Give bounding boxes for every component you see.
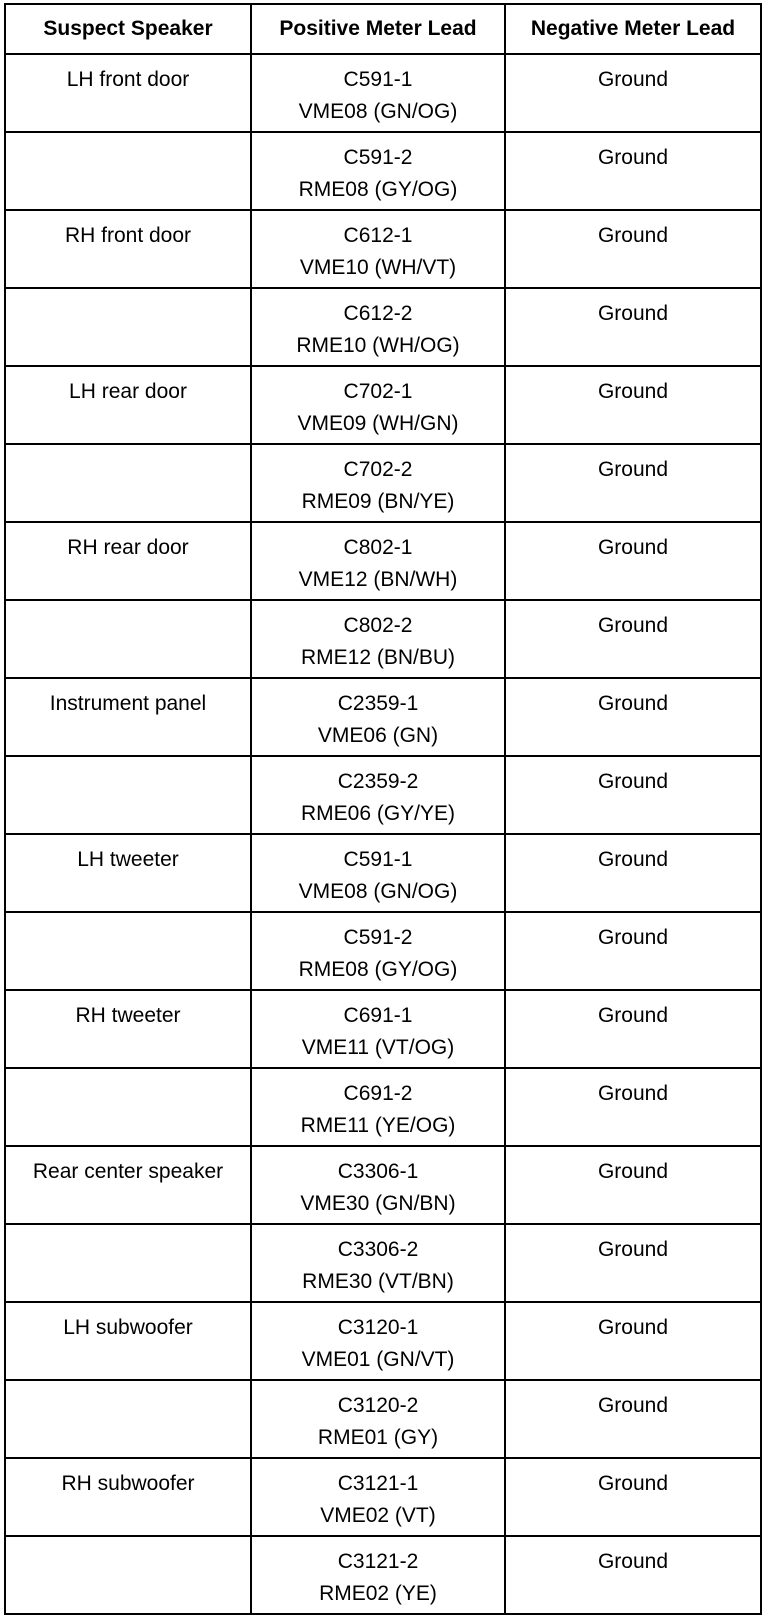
cell-suspect-speaker [5, 1068, 251, 1146]
negative-lead-value: Ground [597, 1472, 669, 1495]
cell-positive-meter-lead [251, 1146, 505, 1224]
cell-suspect-speaker [5, 210, 251, 288]
circuit-wire-color: RME08 (GY/OG) [298, 958, 458, 981]
circuit-wire-color: RME02 (YE) [319, 1582, 437, 1605]
connector-pin: C702-2 [343, 458, 413, 481]
circuit-wire-color: VME08 (GN/OG) [298, 880, 458, 903]
table-row [5, 1068, 761, 1146]
negative-lead-value: Ground [597, 926, 669, 949]
connector-pin: C2359-2 [337, 770, 419, 793]
cell-negative-meter-lead [505, 132, 761, 210]
cell-suspect-speaker [5, 600, 251, 678]
table-row [5, 1380, 761, 1458]
cell-suspect-speaker [5, 366, 251, 444]
table-row [5, 210, 761, 288]
connector-pin: C591-2 [343, 146, 413, 169]
header-negative-meter-lead: Negative Meter Lead [505, 4, 761, 54]
cell-negative-meter-lead [505, 444, 761, 522]
cell-suspect-speaker [5, 1146, 251, 1224]
cell-positive-meter-lead [251, 1536, 505, 1614]
cell-negative-meter-lead [505, 756, 761, 834]
cell-suspect-speaker [5, 522, 251, 600]
table-row [5, 288, 761, 366]
speaker-name: RH tweeter [75, 1004, 181, 1027]
cell-positive-meter-lead [251, 54, 505, 132]
table-row [5, 1224, 761, 1302]
table-row [5, 756, 761, 834]
cell-suspect-speaker [5, 444, 251, 522]
speaker-name: LH rear door [69, 380, 187, 403]
speaker-name: Rear center speaker [32, 1160, 224, 1183]
negative-lead-value: Ground [597, 1160, 669, 1183]
cell-negative-meter-lead [505, 990, 761, 1068]
negative-lead-value: Ground [597, 1082, 669, 1105]
table-row [5, 54, 761, 132]
connector-pin: C3306-1 [337, 1160, 419, 1183]
cell-negative-meter-lead [505, 1302, 761, 1380]
connector-pin: C591-2 [343, 926, 413, 949]
circuit-wire-color: RME08 (GY/OG) [298, 178, 458, 201]
circuit-wire-color: VME02 (VT) [320, 1504, 436, 1527]
connector-pin: C591-1 [343, 68, 413, 91]
negative-lead-value: Ground [597, 1394, 669, 1417]
speaker-test-table [4, 3, 762, 1615]
cell-negative-meter-lead [505, 54, 761, 132]
header-row [5, 4, 761, 54]
table-row [5, 444, 761, 522]
negative-lead-value: Ground [597, 302, 669, 325]
table-row [5, 1302, 761, 1380]
cell-suspect-speaker [5, 1536, 251, 1614]
cell-negative-meter-lead [505, 1380, 761, 1458]
circuit-wire-color: VME06 (GN) [317, 724, 439, 747]
table-row [5, 912, 761, 990]
cell-negative-meter-lead [505, 1224, 761, 1302]
negative-lead-value: Ground [597, 770, 669, 793]
connector-pin: C691-2 [343, 1082, 413, 1105]
cell-negative-meter-lead [505, 912, 761, 990]
header-positive-meter-lead: Positive Meter Lead [251, 4, 505, 54]
cell-negative-meter-lead [505, 522, 761, 600]
table-row [5, 834, 761, 912]
cell-positive-meter-lead [251, 912, 505, 990]
cell-positive-meter-lead [251, 756, 505, 834]
cell-negative-meter-lead [505, 678, 761, 756]
connector-pin: C802-2 [343, 614, 413, 637]
table-row [5, 366, 761, 444]
cell-positive-meter-lead [251, 1068, 505, 1146]
cell-positive-meter-lead [251, 522, 505, 600]
table-body [5, 54, 761, 1614]
speaker-test-table-container [4, 3, 762, 1615]
connector-pin: C612-2 [343, 302, 413, 325]
negative-lead-value: Ground [597, 848, 669, 871]
connector-pin: C691-1 [343, 1004, 413, 1027]
table-row [5, 990, 761, 1068]
cell-suspect-speaker [5, 678, 251, 756]
cell-positive-meter-lead [251, 678, 505, 756]
cell-negative-meter-lead [505, 1068, 761, 1146]
negative-lead-value: Ground [597, 692, 669, 715]
speaker-name: Instrument panel [49, 692, 207, 715]
cell-negative-meter-lead [505, 366, 761, 444]
cell-negative-meter-lead [505, 1146, 761, 1224]
circuit-wire-color: RME06 (GY/YE) [300, 802, 456, 825]
negative-lead-value: Ground [597, 1004, 669, 1027]
cell-suspect-speaker [5, 54, 251, 132]
circuit-wire-color: VME09 (WH/GN) [297, 412, 459, 435]
negative-lead-value: Ground [597, 1550, 669, 1573]
circuit-wire-color: RME12 (BN/BU) [300, 646, 456, 669]
circuit-wire-color: RME09 (BN/YE) [301, 490, 455, 513]
cell-positive-meter-lead [251, 132, 505, 210]
cell-suspect-speaker [5, 1302, 251, 1380]
table-row [5, 132, 761, 210]
table-row [5, 600, 761, 678]
cell-positive-meter-lead [251, 990, 505, 1068]
negative-lead-value: Ground [597, 380, 669, 403]
cell-suspect-speaker [5, 288, 251, 366]
speaker-name: RH subwoofer [61, 1472, 195, 1495]
negative-lead-value: Ground [597, 1316, 669, 1339]
cell-positive-meter-lead [251, 288, 505, 366]
connector-pin: C3121-1 [337, 1472, 419, 1495]
connector-pin: C3120-2 [337, 1394, 419, 1417]
cell-negative-meter-lead [505, 1536, 761, 1614]
connector-pin: C2359-1 [337, 692, 419, 715]
connector-pin: C3120-1 [337, 1316, 419, 1339]
circuit-wire-color: VME30 (GN/BN) [300, 1192, 456, 1215]
cell-positive-meter-lead [251, 366, 505, 444]
connector-pin: C3121-2 [337, 1550, 419, 1573]
cell-negative-meter-lead [505, 1458, 761, 1536]
table-row [5, 678, 761, 756]
table-row [5, 522, 761, 600]
connector-pin: C3306-2 [337, 1238, 419, 1261]
cell-suspect-speaker [5, 132, 251, 210]
cell-positive-meter-lead [251, 1224, 505, 1302]
cell-positive-meter-lead [251, 210, 505, 288]
circuit-wire-color: VME11 (VT/OG) [301, 1036, 455, 1059]
cell-positive-meter-lead [251, 444, 505, 522]
speaker-name: LH tweeter [77, 848, 179, 871]
negative-lead-value: Ground [597, 1238, 669, 1261]
speaker-name: RH front door [64, 224, 192, 247]
negative-lead-value: Ground [597, 68, 669, 91]
negative-lead-value: Ground [597, 146, 669, 169]
negative-lead-value: Ground [597, 224, 669, 247]
circuit-wire-color: VME01 (GN/VT) [301, 1348, 455, 1371]
negative-lead-value: Ground [597, 614, 669, 637]
cell-suspect-speaker [5, 1224, 251, 1302]
speaker-name: RH rear door [67, 536, 189, 559]
negative-lead-value: Ground [597, 458, 669, 481]
circuit-wire-color: RME01 (GY) [317, 1426, 439, 1449]
header-suspect-speaker: Suspect Speaker [5, 4, 251, 54]
cell-positive-meter-lead [251, 600, 505, 678]
cell-suspect-speaker [5, 756, 251, 834]
negative-lead-value: Ground [597, 536, 669, 559]
circuit-wire-color: RME10 (WH/OG) [296, 334, 460, 357]
cell-suspect-speaker [5, 990, 251, 1068]
cell-negative-meter-lead [505, 210, 761, 288]
circuit-wire-color: VME12 (BN/WH) [298, 568, 458, 591]
connector-pin: C802-1 [343, 536, 413, 559]
connector-pin: C612-1 [343, 224, 413, 247]
table-row [5, 1536, 761, 1614]
cell-negative-meter-lead [505, 834, 761, 912]
speaker-name: LH front door [66, 68, 190, 91]
cell-positive-meter-lead [251, 1380, 505, 1458]
table-row [5, 1458, 761, 1536]
circuit-wire-color: RME11 (YE/OG) [300, 1114, 456, 1137]
circuit-wire-color: RME30 (VT/BN) [302, 1270, 454, 1293]
circuit-wire-color: VME08 (GN/OG) [298, 100, 458, 123]
table-row [5, 1146, 761, 1224]
cell-positive-meter-lead [251, 1302, 505, 1380]
speaker-name: LH subwoofer [63, 1316, 193, 1339]
cell-suspect-speaker [5, 912, 251, 990]
cell-negative-meter-lead [505, 600, 761, 678]
cell-suspect-speaker [5, 834, 251, 912]
cell-suspect-speaker [5, 1380, 251, 1458]
cell-negative-meter-lead [505, 288, 761, 366]
connector-pin: C702-1 [343, 380, 413, 403]
table-header [5, 4, 761, 54]
circuit-wire-color: VME10 (WH/VT) [299, 256, 457, 279]
connector-pin: C591-1 [343, 848, 413, 871]
cell-positive-meter-lead [251, 1458, 505, 1536]
cell-suspect-speaker [5, 1458, 251, 1536]
cell-positive-meter-lead [251, 834, 505, 912]
